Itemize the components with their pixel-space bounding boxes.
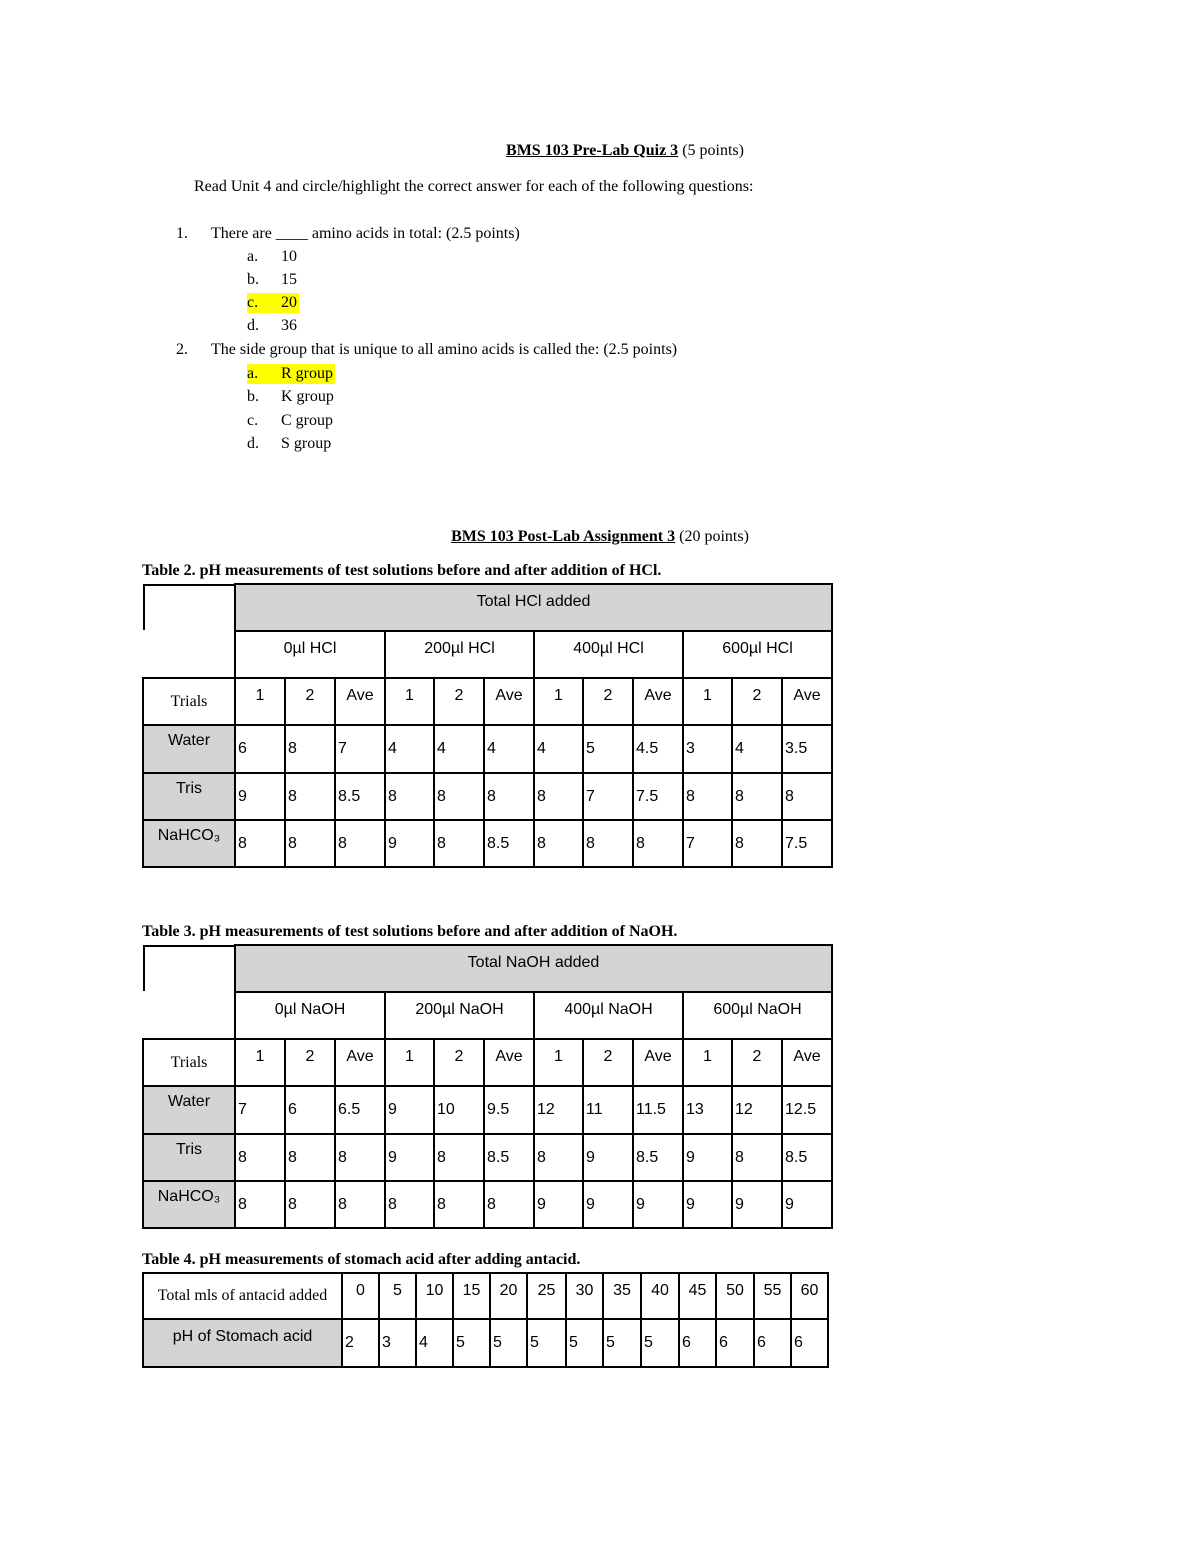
answer-option-selected[interactable]	[247, 293, 299, 313]
stomach-ph-cell[interactable]: 5	[566, 1319, 603, 1367]
table3-caption: Table 3. pH measurements of test solutions before and after addition of NaOH.	[142, 923, 678, 940]
question-number: 1.	[176, 225, 188, 242]
trial-header: 2	[732, 1039, 782, 1086]
row-label: Water	[143, 1086, 235, 1134]
postlab-title	[0, 528, 1200, 546]
antacid-ml-header: 15	[453, 1273, 490, 1319]
trial-header: Ave	[484, 1039, 534, 1086]
row-label: Water	[143, 725, 235, 773]
ph-value-cell[interactable]: 8	[335, 1181, 385, 1228]
trial-header: Ave	[484, 678, 534, 725]
antacid-ml-header: 50	[716, 1273, 754, 1319]
trial-header: Ave	[335, 1039, 385, 1086]
ph-value-cell[interactable]: 9	[683, 1181, 732, 1228]
ph-value-cell[interactable]: 9	[385, 820, 434, 867]
quiz-title-bold: BMS 103 Pre-Lab Quiz 3	[506, 142, 679, 159]
antacid-ml-header: 20	[490, 1273, 527, 1319]
row-label: NaHCO₃	[143, 820, 235, 867]
amount-header: 200µl HCl	[385, 631, 534, 678]
trial-header: 2	[583, 678, 633, 725]
postlab-title-bold: BMS 103 Post-Lab Assignment 3	[451, 528, 676, 545]
trial-header: 2	[732, 678, 782, 725]
question-text: There are ____ amino acids in total: (2.5 points)	[211, 225, 520, 242]
trial-header: Ave	[633, 1039, 683, 1086]
ph-value-cell[interactable]: 9	[385, 1134, 434, 1181]
question-text: The side group that is unique to all amino acids is called the: (2.5 points)	[211, 341, 678, 358]
answer-option[interactable]	[247, 387, 334, 407]
ph-value-cell[interactable]: 9	[385, 1086, 434, 1134]
table-row	[143, 1134, 832, 1181]
question-1	[176, 225, 520, 243]
option-letter: d.	[247, 435, 259, 452]
option-letter: c.	[247, 294, 259, 311]
ph-value-cell[interactable]: 6	[235, 725, 285, 773]
table-row	[143, 820, 832, 867]
ph-value-cell[interactable]: 6	[285, 1086, 335, 1134]
table4-row-label-ph: pH of Stomach acid	[143, 1319, 342, 1367]
trial-header: Ave	[782, 678, 832, 725]
stomach-ph-cell[interactable]: 2	[342, 1319, 379, 1367]
ph-value-cell[interactable]: 8	[534, 773, 583, 820]
stomach-ph-cell[interactable]: 6	[716, 1319, 754, 1367]
amount-header: 600µl NaOH	[683, 992, 832, 1039]
table-row	[143, 1181, 832, 1228]
option-text: 36	[281, 317, 297, 334]
table3	[142, 944, 833, 1229]
ph-value-cell[interactable]: 8	[434, 1134, 484, 1181]
trial-header: Ave	[782, 1039, 832, 1086]
option-letter: c.	[247, 412, 259, 429]
ph-value-cell[interactable]: 3	[683, 725, 732, 773]
ph-value-cell[interactable]: 7.5	[633, 773, 683, 820]
ph-value-cell[interactable]: 9	[583, 1134, 633, 1181]
option-letter: b.	[247, 271, 259, 288]
amount-header: 200µl NaOH	[385, 992, 534, 1039]
group-header: Total NaOH added	[235, 945, 832, 992]
amount-header: 400µl HCl	[534, 631, 683, 678]
quiz-title	[0, 142, 1200, 160]
corner-bracket	[143, 945, 235, 991]
ph-value-cell[interactable]: 9	[683, 1134, 732, 1181]
antacid-ml-header: 10	[416, 1273, 453, 1319]
ph-value-cell[interactable]: 9	[583, 1181, 633, 1228]
ph-value-cell[interactable]: 8	[235, 820, 285, 867]
table4-row-label-mls: Total mls of antacid added	[143, 1273, 342, 1319]
option-text: 15	[281, 271, 297, 288]
group-header: Total HCl added	[235, 584, 832, 631]
ph-value-cell[interactable]: 8	[285, 725, 335, 773]
trial-header: 1	[235, 1039, 285, 1086]
ph-value-cell[interactable]: 4	[385, 725, 434, 773]
answer-option[interactable]	[247, 270, 297, 290]
ph-value-cell[interactable]: 8	[385, 773, 434, 820]
question-2	[176, 341, 677, 359]
ph-value-cell[interactable]: 8	[285, 820, 335, 867]
ph-value-cell[interactable]: 12	[732, 1086, 782, 1134]
antacid-ml-header: 30	[566, 1273, 603, 1319]
ph-value-cell[interactable]: 9	[732, 1181, 782, 1228]
ph-value-cell[interactable]: 4	[534, 725, 583, 773]
stomach-ph-cell[interactable]: 5	[603, 1319, 641, 1367]
ph-value-cell[interactable]: 8	[385, 1181, 434, 1228]
answer-option[interactable]	[247, 411, 333, 431]
answer-option-selected[interactable]	[247, 364, 335, 384]
ph-value-cell[interactable]: 8	[484, 1181, 534, 1228]
ph-value-cell[interactable]: 8.5	[335, 773, 385, 820]
amount-header: 0µl NaOH	[235, 992, 385, 1039]
postlab-title-points: (20 points)	[675, 528, 749, 545]
ph-value-cell[interactable]: 4	[484, 725, 534, 773]
stomach-ph-cell[interactable]: 6	[679, 1319, 716, 1367]
stomach-ph-cell[interactable]: 6	[754, 1319, 791, 1367]
trial-header: 1	[534, 678, 583, 725]
ph-value-cell[interactable]: 13	[683, 1086, 732, 1134]
trial-header: 2	[583, 1039, 633, 1086]
ph-value-cell[interactable]: 8	[235, 1181, 285, 1228]
ph-value-cell[interactable]: 7	[583, 773, 633, 820]
option-text: S group	[281, 435, 332, 452]
ph-value-cell[interactable]: 8	[285, 773, 335, 820]
table4-caption: Table 4. pH measurements of stomach acid after adding antacid.	[142, 1251, 581, 1268]
trials-label: Trials	[143, 678, 235, 725]
ph-value-cell[interactable]: 5	[583, 725, 633, 773]
trial-header: 1	[235, 678, 285, 725]
trial-header: 1	[534, 1039, 583, 1086]
trial-header: 2	[285, 1039, 335, 1086]
table-row	[143, 1086, 832, 1134]
trial-header: 1	[683, 678, 732, 725]
antacid-ml-header: 55	[754, 1273, 791, 1319]
ph-value-cell[interactable]: 8.5	[782, 1134, 832, 1181]
ph-value-cell[interactable]: 8	[782, 773, 832, 820]
trial-header: 2	[434, 678, 484, 725]
trial-header: 1	[683, 1039, 732, 1086]
stomach-ph-cell[interactable]: 5	[641, 1319, 679, 1367]
antacid-ml-header: 40	[641, 1273, 679, 1319]
ph-value-cell[interactable]: 6.5	[335, 1086, 385, 1134]
option-text: R group	[281, 365, 333, 382]
answer-option[interactable]	[247, 434, 331, 454]
amount-header: 600µl HCl	[683, 631, 832, 678]
ph-value-cell[interactable]: 8	[732, 1134, 782, 1181]
ph-value-cell[interactable]: 8.5	[633, 1134, 683, 1181]
quiz-title-points: (5 points)	[678, 142, 744, 159]
table-row	[143, 725, 832, 773]
ph-value-cell[interactable]: 8	[583, 820, 633, 867]
ph-value-cell[interactable]: 9.5	[484, 1086, 534, 1134]
amount-header: 0µl HCl	[235, 631, 385, 678]
ph-value-cell[interactable]: 8.5	[484, 820, 534, 867]
table-row	[143, 773, 832, 820]
row-label: Tris	[143, 773, 235, 820]
ph-value-cell[interactable]: 3.5	[782, 725, 832, 773]
ph-value-cell[interactable]: 8	[335, 1134, 385, 1181]
antacid-ml-header: 0	[342, 1273, 379, 1319]
ph-value-cell[interactable]: 8	[285, 1181, 335, 1228]
option-letter: a.	[247, 248, 259, 265]
ph-value-cell[interactable]: 8	[335, 820, 385, 867]
row-label: NaHCO₃	[143, 1181, 235, 1228]
table-corner	[143, 584, 235, 678]
option-text: C group	[281, 412, 333, 429]
option-text: 20	[281, 294, 297, 311]
stomach-ph-cell[interactable]: 3	[379, 1319, 416, 1367]
ph-value-cell[interactable]: 7	[335, 725, 385, 773]
ph-value-cell[interactable]: 8	[683, 773, 732, 820]
antacid-ml-header: 60	[791, 1273, 828, 1319]
corner-bracket	[143, 584, 235, 630]
row-label: Tris	[143, 1134, 235, 1181]
table2	[142, 583, 833, 868]
ph-value-cell[interactable]: 7	[235, 1086, 285, 1134]
ph-value-cell[interactable]: 12.5	[782, 1086, 832, 1134]
ph-value-cell[interactable]: 8.5	[484, 1134, 534, 1181]
ph-value-cell[interactable]: 8	[633, 820, 683, 867]
antacid-ml-header: 25	[527, 1273, 566, 1319]
ph-value-cell[interactable]: 9	[633, 1181, 683, 1228]
option-letter: a.	[247, 365, 259, 382]
antacid-ml-header: 35	[603, 1273, 641, 1319]
ph-value-cell[interactable]: 8	[285, 1134, 335, 1181]
amount-header: 400µl NaOH	[534, 992, 683, 1039]
option-text: 10	[281, 248, 297, 265]
ph-value-cell[interactable]: 4	[434, 725, 484, 773]
ph-value-cell[interactable]: 11.5	[633, 1086, 683, 1134]
trial-header: 1	[385, 678, 434, 725]
quiz-instructions: Read Unit 4 and circle/highlight the correct answer for each of the following questions:	[194, 178, 754, 195]
ph-value-cell[interactable]: 4.5	[633, 725, 683, 773]
ph-value-cell[interactable]: 10	[434, 1086, 484, 1134]
antacid-ml-header: 45	[679, 1273, 716, 1319]
ph-value-cell[interactable]: 8	[534, 1134, 583, 1181]
trial-header: 2	[285, 678, 335, 725]
ph-value-cell[interactable]: 8	[732, 773, 782, 820]
ph-value-cell[interactable]: 12	[534, 1086, 583, 1134]
trial-header: Ave	[633, 678, 683, 725]
option-letter: b.	[247, 388, 259, 405]
ph-value-cell[interactable]: 11	[583, 1086, 633, 1134]
answer-option[interactable]	[247, 247, 297, 267]
ph-value-cell[interactable]: 8	[434, 773, 484, 820]
option-text: K group	[281, 388, 334, 405]
trial-header: Ave	[335, 678, 385, 725]
ph-value-cell[interactable]: 7.5	[782, 820, 832, 867]
ph-value-cell[interactable]: 8	[732, 820, 782, 867]
stomach-ph-cell[interactable]: 5	[527, 1319, 566, 1367]
ph-value-cell[interactable]: 9	[782, 1181, 832, 1228]
ph-value-cell[interactable]: 8	[534, 820, 583, 867]
ph-value-cell[interactable]: 8	[484, 773, 534, 820]
ph-value-cell[interactable]: 4	[732, 725, 782, 773]
question-number: 2.	[176, 341, 188, 358]
stomach-ph-cell[interactable]: 5	[490, 1319, 527, 1367]
antacid-ml-header: 5	[379, 1273, 416, 1319]
trial-header: 1	[385, 1039, 434, 1086]
ph-value-cell[interactable]: 9	[534, 1181, 583, 1228]
table-corner	[143, 945, 235, 1039]
stomach-ph-cell[interactable]: 6	[791, 1319, 828, 1367]
stomach-ph-cell[interactable]: 5	[453, 1319, 490, 1367]
ph-value-cell[interactable]: 7	[683, 820, 732, 867]
table2-caption: Table 2. pH measurements of test solutions before and after addition of HCl.	[142, 562, 662, 579]
ph-value-cell[interactable]: 8	[434, 820, 484, 867]
trial-header: 2	[434, 1039, 484, 1086]
trials-label: Trials	[143, 1039, 235, 1086]
ph-value-cell[interactable]: 9	[235, 773, 285, 820]
option-letter: d.	[247, 317, 259, 334]
answer-option[interactable]	[247, 316, 297, 336]
table4	[142, 1272, 829, 1368]
ph-value-cell[interactable]: 8	[434, 1181, 484, 1228]
ph-value-cell[interactable]: 8	[235, 1134, 285, 1181]
stomach-ph-cell[interactable]: 4	[416, 1319, 453, 1367]
